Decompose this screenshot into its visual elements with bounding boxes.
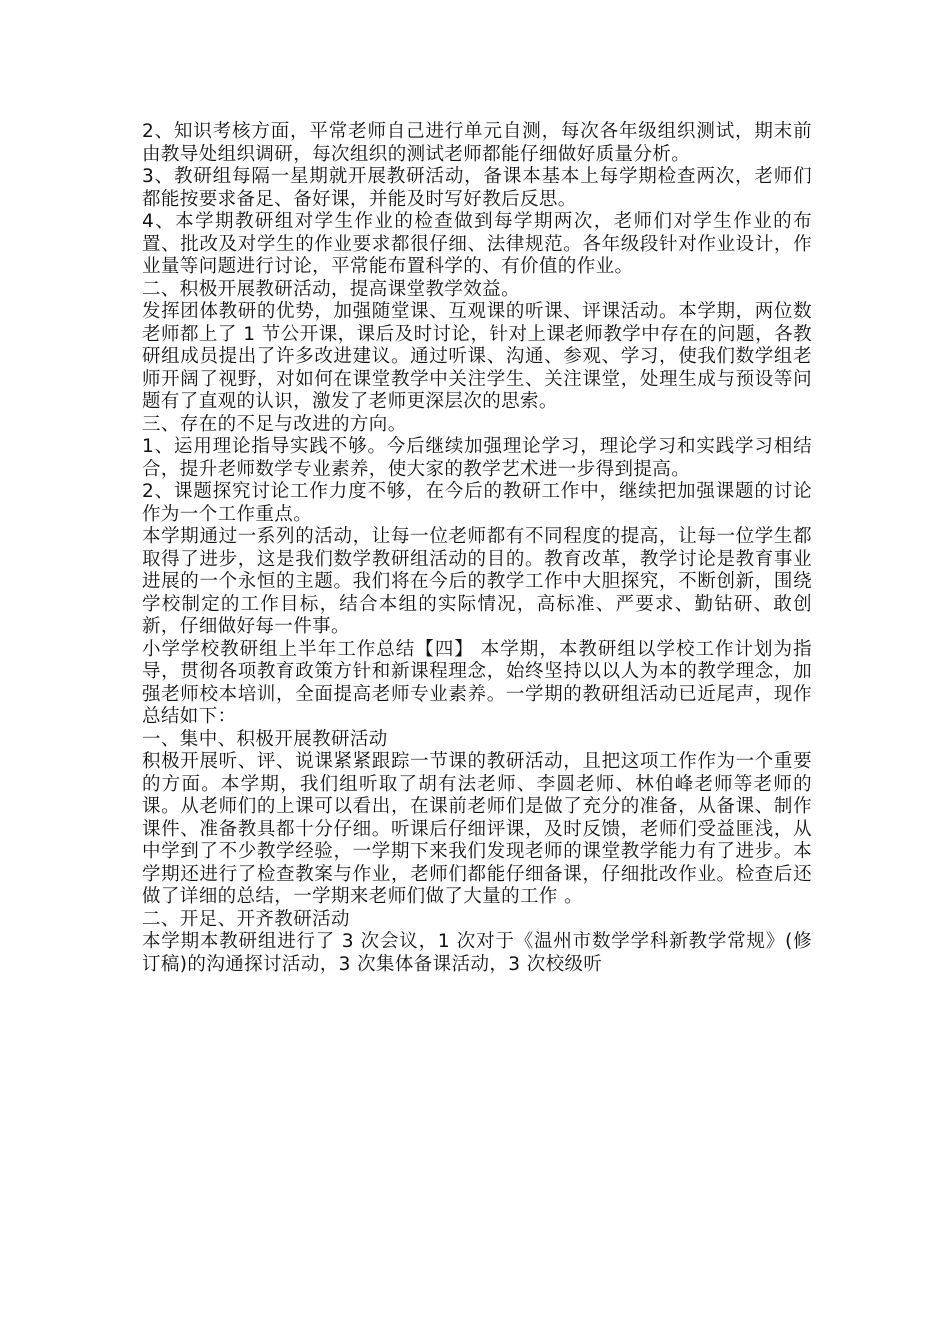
paragraph-homework-inspection: 4、本学期教研组对学生作业的检查做到每学期两次，老师们对学生作业的布置、批改及对学生的作业要求都很仔细、法律规范。各年级段针对作业设计，作业量等问题进行讨论，平常能布置科学的、有价值的作业。	[142, 211, 812, 277]
paragraph-lesson-observation: 积极开展听、评、说课紧紧跟踪一节课的教研活动，且把这项工作作为一个重要的方面。本学期，我们组听取了胡有法老师、李圆老师、林伯峰老师等老师的课。从老师们的上课可以看出，在课前老师们是做了充分的准备，从备课、制作课件、准备教具都十分仔细。听课后仔细评课，及时反馈，老师们受益匪浅，从中学到了不少教学经验，一学期下来我们发现老师的课堂教学能力有了进步。本学期还进行了检查教案与作业，老师们都能仔细备课，仔细批改作业。检查后还做了详细的总结，一学期来老师们做了大量的工作 。	[142, 751, 812, 907]
section-heading-shortcomings: 三、存在的不足与改进的方向。	[142, 413, 407, 435]
paragraph-group-research: 发挥团体教研的优势，加强随堂课、互观课的听课、评课活动。本学期，两位数老师都上了 1 节公开课，课后及时讨论，针对上课老师教学中存在的问题，各教研组成员提出了许多改进建议。通过听课、沟通、参观、学习，使我们数学组老师开阔了视野，对如何在课堂教学中关注学生、关注课堂，处理生成与预设等问题有了直观的认识，激发了老师更深层次的思索。	[142, 301, 812, 412]
paragraph-summary-four-intro: 小学学校教研组上半年工作总结【四】 本学期，本教研组以学校工作计划为指导，贯彻各项教育政策方针和新课程理念，始终坚持以以人为本的教学理念，加强老师校本培训，全面提高老师专业素养。一学期的教研组活动已近尾声，现作总结如下：	[142, 638, 812, 727]
document-body	[142, 121, 812, 976]
paragraph-theory-practice: 1、运用理论指导实践不够。今后继续加强理论学习，理论学习和实践学习相结合，提升老师数学专业素养，使大家的教学艺术进一步得到提高。	[142, 436, 812, 480]
section-heading-focused-research: 一、集中、积极开展教研活动	[142, 728, 388, 750]
paragraph-teaching-research-schedule: 3、教研组每隔一星期就开展教研活动，备课本基本上每学期检查两次，老师们都能按要求备足、备好课，并能及时写好教后反思。	[142, 166, 812, 210]
paragraph-topic-research: 2、课题探究讨论工作力度不够，在今后的教研工作中，继续把加强课题的讨论作为一个工作重点。	[142, 481, 812, 525]
section-heading-full-activities: 二、开足、开齐教研活动	[142, 908, 350, 930]
paragraph-meetings-count: 本学期本教研组进行了 3 次会议，1 次对于《温州市数学学科新教学常规》(修订稿)的沟通探讨活动，3 次集体备课活动，3 次校级听	[142, 931, 812, 975]
paragraph-knowledge-assessment: 2、知识考核方面，平常老师自己进行单元自测，每次各年级组织测试，期末前由教导处组织调研，每次组织的测试老师都能仔细做好质量分析。	[142, 121, 812, 165]
paragraph-semester-conclusion: 本学期通过一系列的活动，让每一位老师都有不同程度的提高，让每一位学生都取得了进步，这是我们数学教研组活动的目的。教育改革，教学讨论是教育事业进展的一个永恒的主题。我们将在今后的教学工作中大胆探究，不断创新，围绕学校制定的工作目标，结合本组的实际情况，高标准、严要求、勤钻研、敢创新，仔细做好每一件事。	[142, 526, 812, 637]
section-heading-research-activities: 二、积极开展教研活动，提高课堂教学效益。	[142, 278, 521, 300]
